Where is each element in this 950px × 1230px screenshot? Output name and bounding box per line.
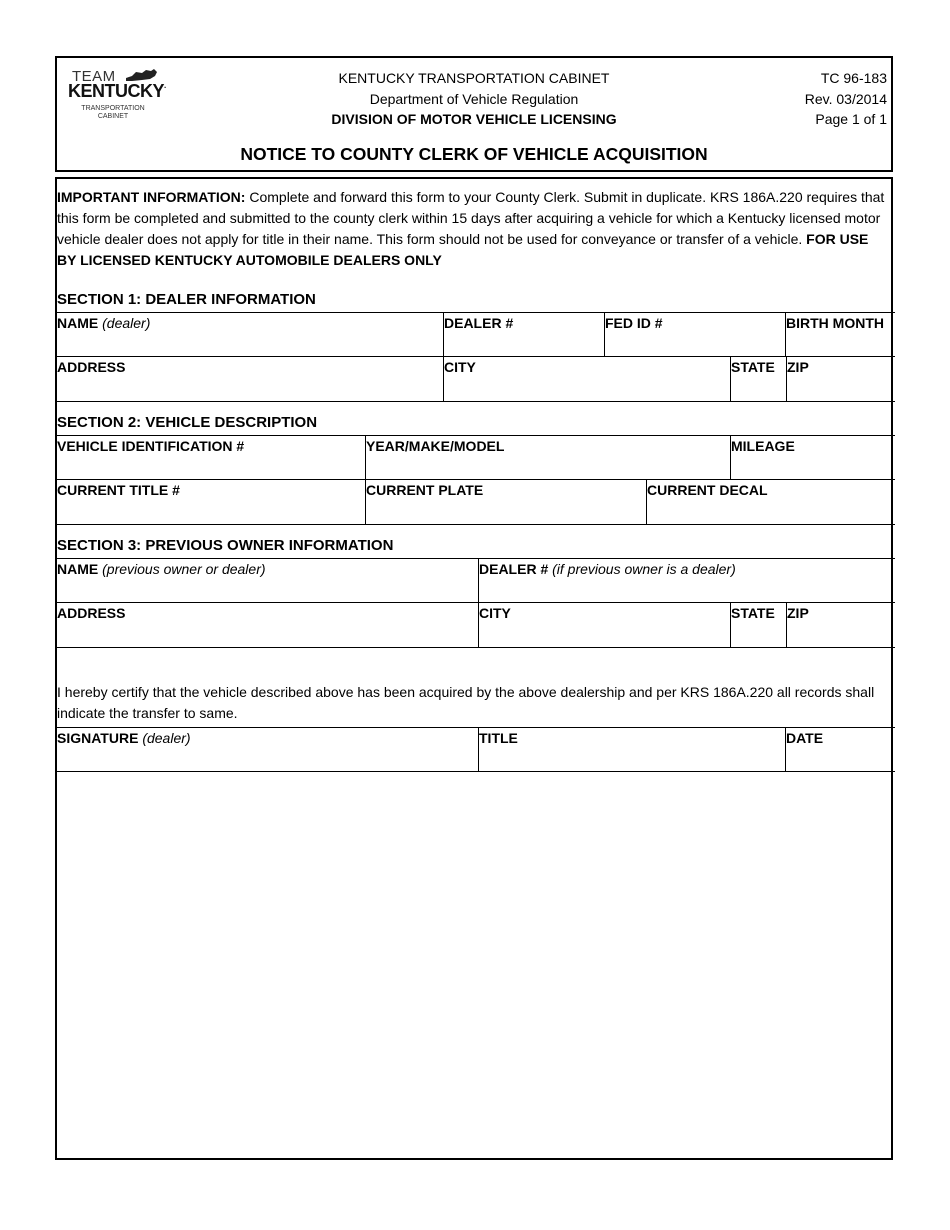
section1-heading: SECTION 1: DEALER INFORMATION: [57, 291, 316, 308]
signature-row: [57, 727, 895, 772]
form-header: [55, 56, 893, 172]
agency-department: Department of Vehicle Regulation: [369, 90, 579, 107]
dealer-address-field[interactable]: ADDRESS: [57, 359, 126, 375]
agency-block: [57, 68, 891, 130]
previous-owner-name-field[interactable]: NAME (previous owner or dealer): [57, 561, 266, 577]
section3-row2: [57, 603, 895, 648]
certification-statement: I hereby certify that the vehicle described above has been acquired by the above dealership and per KRS 186A.220 all records shall indicate the transfer to same.: [57, 684, 875, 721]
important-information: IMPORTANT INFORMATION: Complete and forward this form to your County Clerk. Submit in duplicate. KRS 186A.220 requires that this form be completed and submitted to the county clerk within 15 days after acquiring a vehicle for which a Kentucky licensed motor vehicle dealer does not apply for title in their name. This form should not be used for conveyance or transfer of a vehicle. FOR USE BY LICENSED KENTUCKY AUTOMOBILE DEALERS ONLY: [57, 189, 885, 268]
previous-owner-zip-field[interactable]: ZIP: [786, 603, 895, 647]
page-number: Page 1 of 1: [815, 111, 887, 127]
form-number: TC 96-183: [820, 70, 887, 86]
current-plate-field[interactable]: CURRENT PLATE: [365, 480, 646, 524]
previous-owner-address-field[interactable]: ADDRESS: [57, 605, 126, 621]
form-number-block: [805, 68, 887, 130]
previous-dealer-number-field[interactable]: DEALER # (if previous owner is a dealer): [478, 559, 895, 602]
current-title-field[interactable]: CURRENT TITLE #: [57, 482, 180, 498]
current-decal-field[interactable]: CURRENT DECAL: [646, 480, 895, 524]
dealer-zip-field[interactable]: ZIP: [786, 357, 895, 401]
section1-row1: [57, 312, 895, 357]
dealer-signature-field[interactable]: SIGNATURE (dealer): [57, 730, 191, 746]
section2-row1: [57, 435, 895, 480]
dealer-state-field[interactable]: STATE: [730, 357, 786, 401]
logo-cabinet-text: TRANSPORTATION CABINET: [81, 105, 145, 120]
signer-title-field[interactable]: TITLE: [478, 728, 785, 771]
section2-heading: SECTION 2: VEHICLE DESCRIPTION: [57, 414, 318, 431]
form-title: NOTICE TO COUNTY CLERK OF VEHICLE ACQUISITION: [240, 144, 708, 164]
dealer-name-field[interactable]: NAME (dealer): [57, 315, 151, 331]
logo-kentucky-text: KENTUCKY.: [68, 81, 166, 101]
year-make-model-field[interactable]: YEAR/MAKE/MODEL: [365, 436, 730, 479]
signature-date-field[interactable]: DATE: [785, 728, 895, 771]
previous-owner-state-field[interactable]: STATE: [730, 603, 786, 647]
form-body: [55, 177, 893, 1160]
dealer-city-field[interactable]: CITY: [443, 357, 730, 401]
previous-owner-city-field[interactable]: CITY: [478, 603, 730, 647]
logo-team-text: TEAM: [72, 68, 116, 85]
fed-id-field[interactable]: FED ID #: [604, 313, 785, 356]
form-revision: Rev. 03/2014: [804, 90, 887, 107]
section1-row2: [57, 357, 895, 402]
dealer-number-field[interactable]: DEALER #: [443, 313, 604, 356]
birth-month-field[interactable]: BIRTH MONTH: [785, 313, 895, 356]
agency-division: DIVISION OF MOTOR VEHICLE LICENSING: [331, 111, 617, 127]
agency-cabinet: KENTUCKY TRANSPORTATION CABINET: [338, 70, 610, 86]
vin-field[interactable]: VEHICLE IDENTIFICATION #: [57, 438, 245, 454]
mileage-field[interactable]: MILEAGE: [730, 436, 895, 479]
section3-heading: SECTION 3: PREVIOUS OWNER INFORMATION: [57, 537, 394, 554]
section3-row1: [57, 558, 895, 603]
section2-row2: [57, 480, 895, 525]
